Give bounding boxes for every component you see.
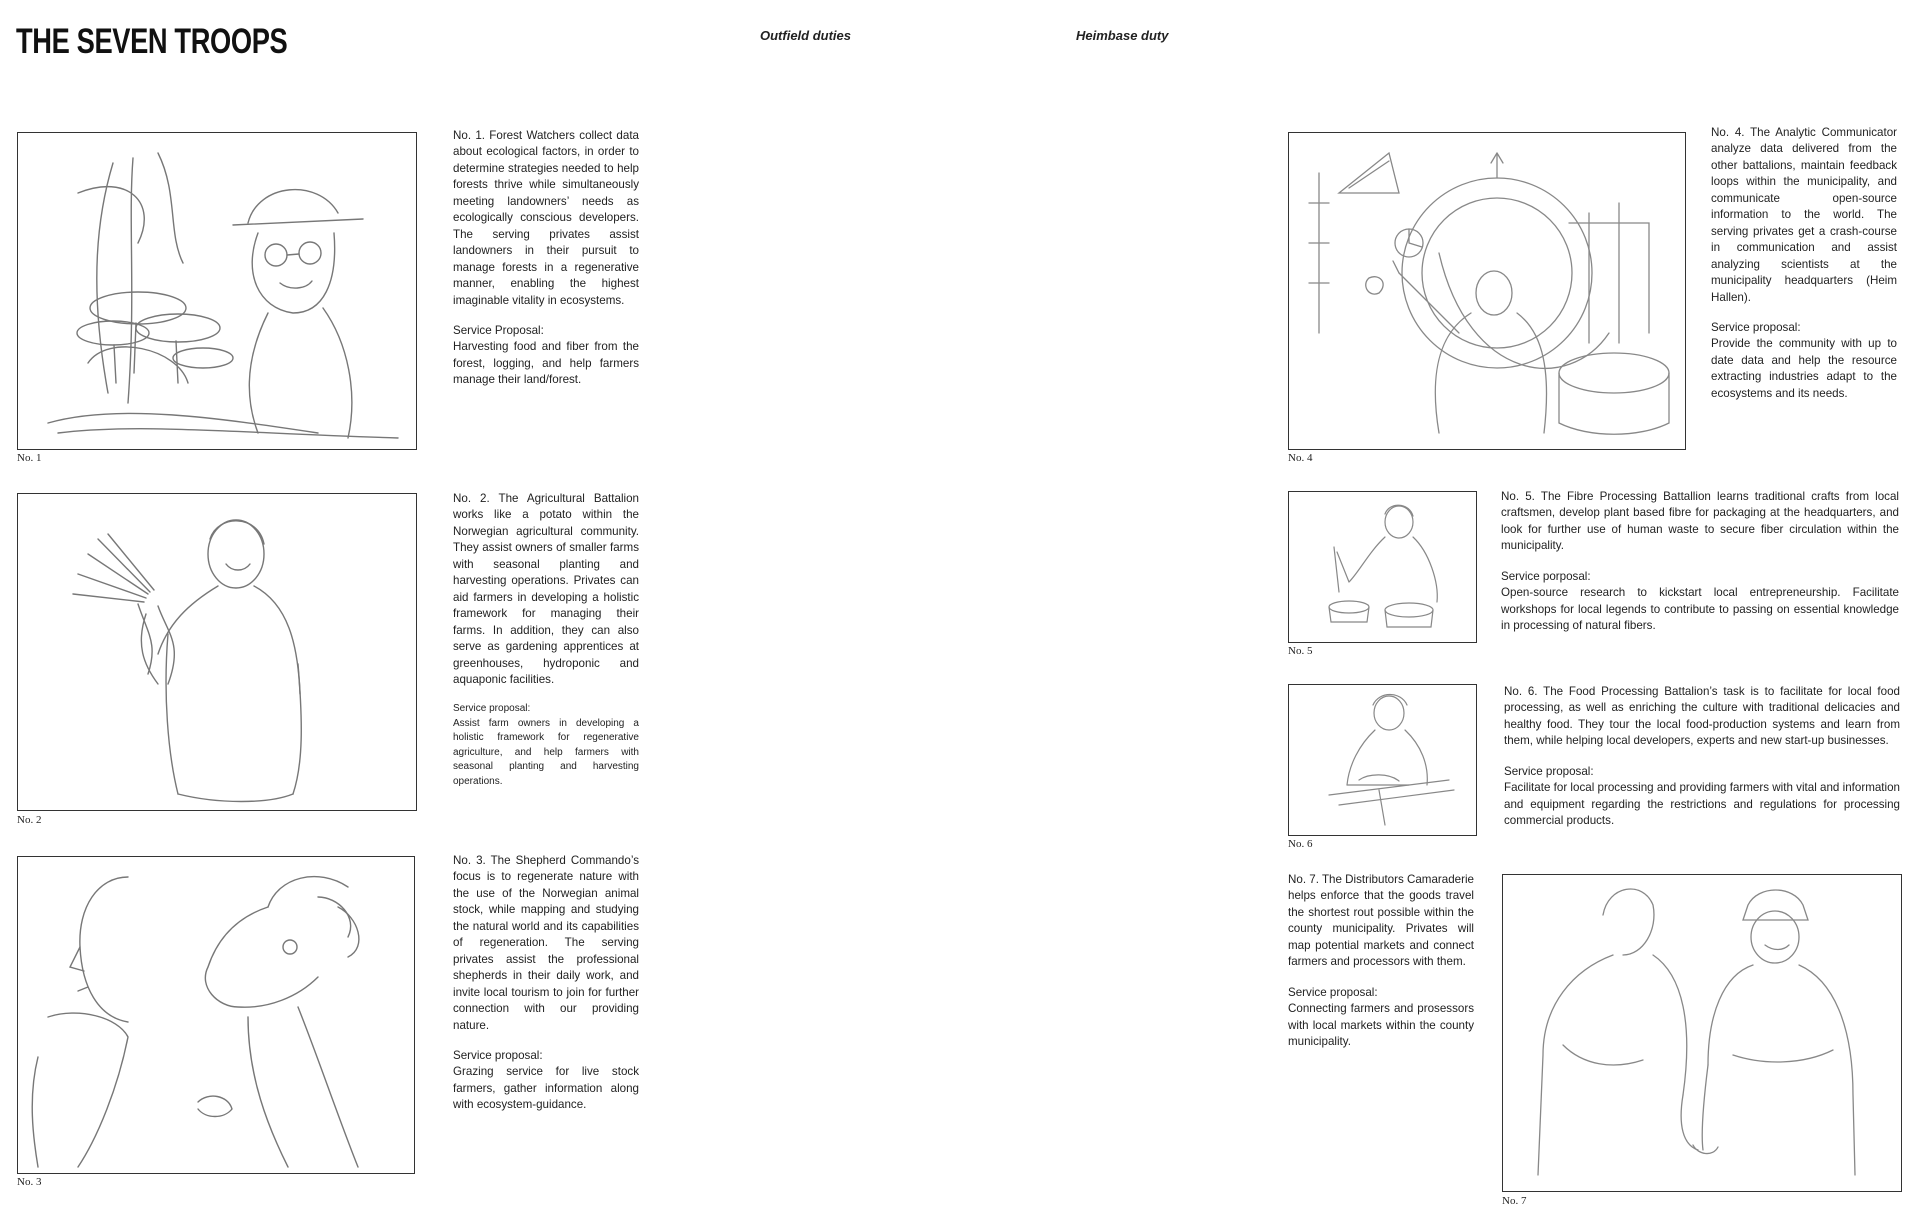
troop-3-text (453, 853, 639, 1114)
page-title: THE SEVEN TROOPS (16, 22, 288, 61)
shepherd-sheep-sketch-icon (18, 857, 414, 1173)
troop-1-description: No. 1. Forest Watchers collect data about ecological factors, in order to determine strategies needed to help forests thrive while simultaneously meeting landowners’ needs as ecologically conscious developers. The serving privates assist landowners in their pursuit to manage forests in a regenerative manner, enabling the highest imaginable vitality in ecosystems. (453, 129, 639, 307)
food-processing-sketch-icon (1289, 685, 1476, 835)
troop-7-text (1288, 872, 1474, 1051)
analyst-sketch-icon (1289, 133, 1685, 449)
troop-6-proposal: Facilitate for local processing and providing farmers with vital and information and equipment regarding the restrictions and regulations for processing commercial products. (1504, 781, 1900, 828)
troop-2-illustration (17, 493, 417, 811)
troop-1-text (453, 128, 639, 389)
troop-3-caption: No. 3 (17, 1176, 42, 1188)
troop-2-text (453, 491, 639, 789)
troop-5-illustration (1288, 491, 1477, 643)
troop-7-description: No. 7. The Distributors Camaraderie helps enforce that the goods travel the shortest rout possible within the county municipality. Privates will map potential markets and connect farmers and processors with them. (1288, 873, 1475, 969)
troop-6-proposal-label: Service proposal: (1504, 764, 1594, 778)
troop-6-text (1504, 684, 1900, 830)
troop-5-caption: No. 5 (1288, 645, 1313, 657)
troop-1-caption: No. 1 (17, 452, 42, 464)
troop-6-caption: No. 6 (1288, 838, 1313, 850)
troop-4-proposal: Provide the community with up to date data and help the resource extracting industries adapt to the ecosystems and its needs. (1711, 337, 1897, 400)
forest-watcher-sketch-icon (18, 133, 416, 449)
troop-5-proposal-label: Service porposal: (1501, 569, 1591, 583)
fibre-processing-sketch-icon (1289, 492, 1476, 642)
heimbase-duty-heading: Heimbase duty (1076, 28, 1169, 43)
troop-7-caption: No. 7 (1502, 1195, 1527, 1207)
troop-4-illustration (1288, 132, 1686, 450)
troop-7-proposal: Connecting farmers and prosessors with local markets within the county municipality. (1288, 1002, 1474, 1049)
troop-2-proposal: Assist farm owners in developing a holistic framework for regenerative agriculture, and help farmers with seasonal planting and harvesting operations. (453, 717, 639, 787)
outfield-duties-heading: Outfield duties (760, 28, 851, 43)
troop-5-proposal: Open-source research to kickstart local entrepreneurship. Facilitate workshops for local legends to contribute to passing on essential knowledge in processing of natural fibers. (1501, 586, 1899, 633)
troop-3-description: No. 3. The Shepherd Commando’s focus is to regenerate nature with the use of the Norwegian animal stock, while mapping and studying the natural world and its capabilities of regeneration. The serving privates assist the professional shepherds in their daily work, and invite local tourism to join for further connection with our providing nature. (453, 854, 639, 1032)
troop-3-illustration (17, 856, 415, 1174)
troop-7-proposal-label: Service proposal: (1288, 985, 1378, 999)
troop-4-proposal-label: Service proposal: (1711, 320, 1801, 334)
troop-3-proposal: Grazing service for live stock farmers, gather information along with ecosystem-guidance. (453, 1065, 639, 1112)
troop-4-text (1711, 125, 1897, 402)
troop-2-proposal-label: Service proposal: (453, 703, 531, 715)
troop-2-description: No. 2. The Agricultural Battalion works like a potato within the Norwegian agricultural community. They assist owners of smaller farms with seasonal planting and harvesting operations. Privates can aid farmers in developing a holistic framework for managing their farms. In addition, they can also serve as gardening apprentices at greenhouses, hydroponic and aquaponic facilities. (453, 492, 639, 686)
troop-4-description: No. 4. The Analytic Communicator analyze data delivered from the other battalions, maintain feedback loops within the municipality, and communicate open-source information to the world. The serving privates get a crash-course in communication and assist analyzing scientists at the municipality headquarters (Heim Hallen). (1711, 126, 1897, 304)
troop-6-description: No. 6. The Food Processing Battalion’s task is to facilitate for local food processing, as well as enriching the culture with traditional delicacies and healthy food. They tour the local food-production systems and learn from them, while helping local developers, experts and new start-up businesses. (1504, 685, 1900, 748)
troop-6-illustration (1288, 684, 1477, 836)
troop-5-text (1501, 489, 1899, 635)
handshake-sketch-icon (1503, 875, 1901, 1191)
troop-2-caption: No. 2 (17, 814, 42, 826)
troop-2-proposal-block (453, 702, 639, 789)
farmer-sketch-icon (18, 494, 416, 810)
troop-1-illustration (17, 132, 417, 450)
troop-3-proposal-label: Service proposal: (453, 1048, 543, 1062)
troop-7-illustration (1502, 874, 1902, 1192)
troop-1-proposal: Harvesting food and fiber from the forest, logging, and help farmers manage their land/forest. (453, 340, 639, 387)
troop-1-proposal-label: Service Proposal: (453, 323, 544, 337)
troop-4-caption: No. 4 (1288, 452, 1313, 464)
troop-5-description: No. 5. The Fibre Processing Battallion learns traditional crafts from local craftsmen, develop plant based fibre for packaging at the headquarters, and look for further use of human waste to secure fiber circulation within the municipality. (1501, 490, 1899, 553)
